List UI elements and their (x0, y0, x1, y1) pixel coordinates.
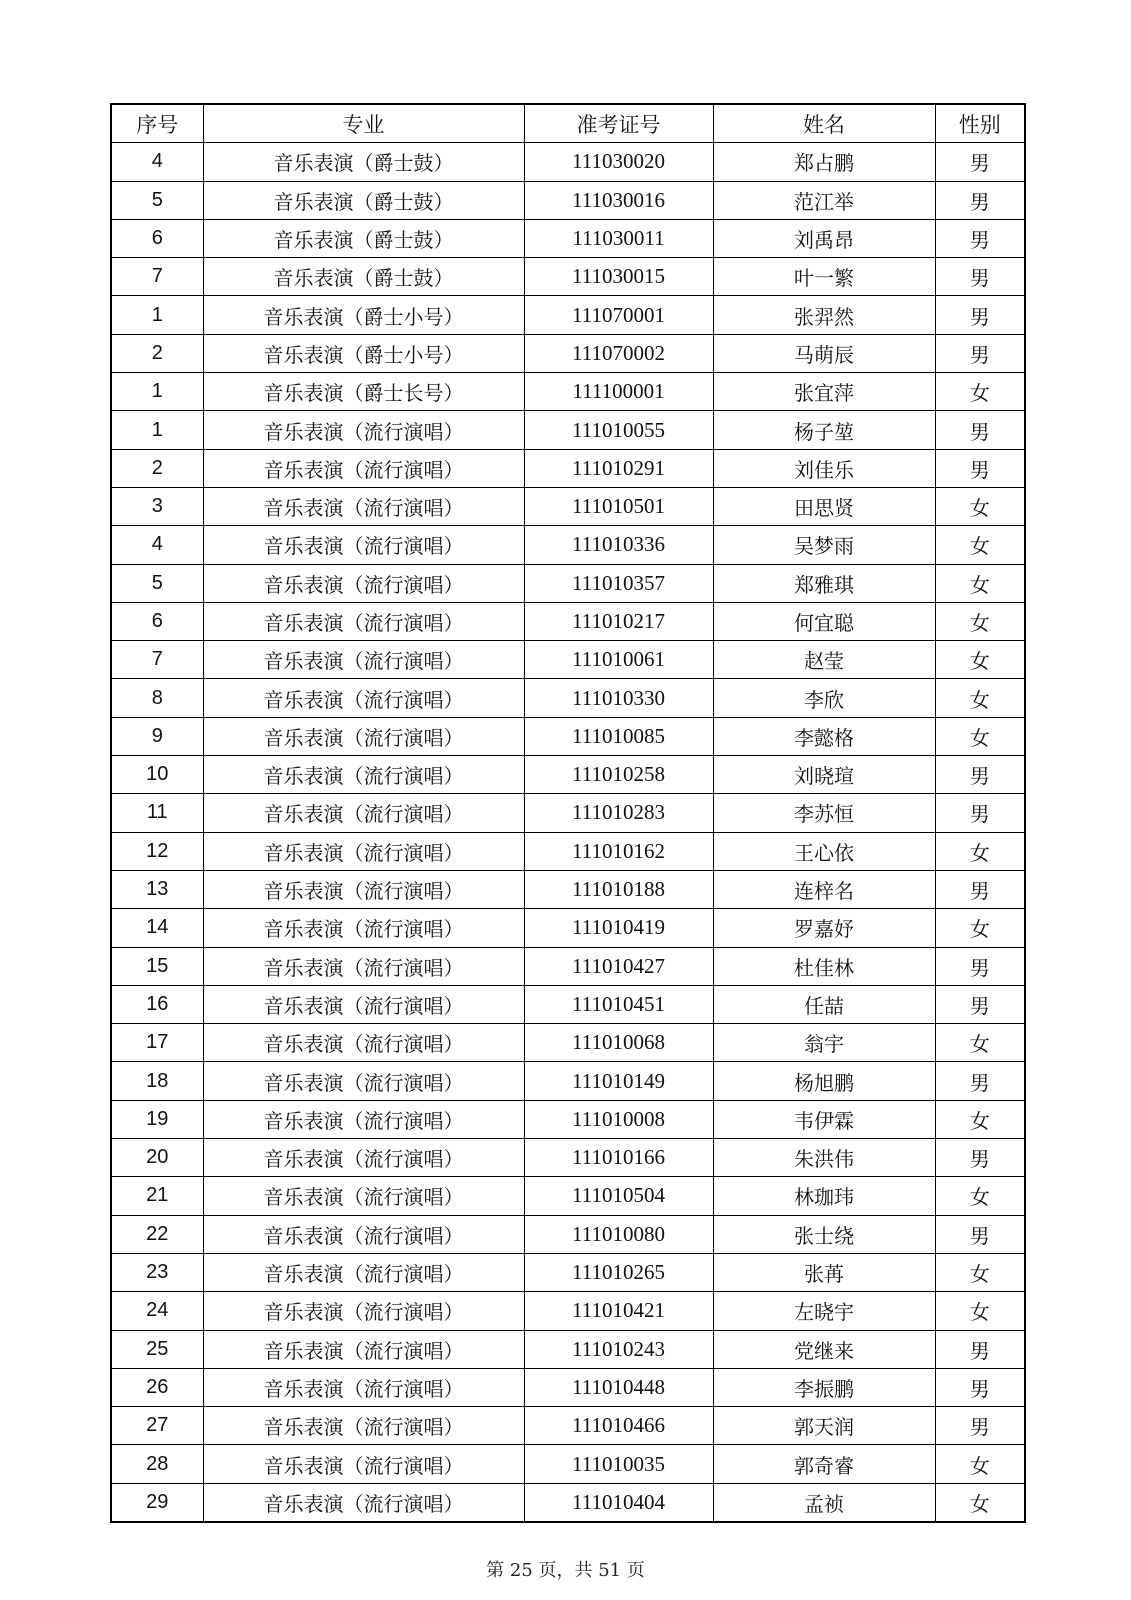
cell-gender: 女 (935, 1177, 1025, 1215)
cell-major: 音乐表演（流行演唱） (203, 1368, 524, 1406)
cell-exam-no: 111010421 (524, 1292, 713, 1330)
cell-name: 张苒 (713, 1253, 935, 1291)
cell-name: 林珈玮 (713, 1177, 935, 1215)
table-row (111, 794, 1025, 832)
cell-seq: 7 (111, 641, 203, 679)
cell-major: 音乐表演（流行演唱） (203, 756, 524, 794)
cell-name: 连梓名 (713, 870, 935, 908)
cell-major: 音乐表演（流行演唱） (203, 1215, 524, 1253)
cell-gender: 男 (935, 181, 1025, 219)
cell-major: 音乐表演（流行演唱） (203, 909, 524, 947)
cell-name: 郭天润 (713, 1407, 935, 1445)
cell-major: 音乐表演（流行演唱） (203, 717, 524, 755)
table-row (111, 1062, 1025, 1100)
cell-seq: 21 (111, 1177, 203, 1215)
table-row (111, 1407, 1025, 1445)
cell-exam-no: 111070001 (524, 296, 713, 334)
cell-gender: 女 (935, 487, 1025, 525)
table-row (111, 870, 1025, 908)
cell-seq: 10 (111, 756, 203, 794)
cell-name: 郑占鹏 (713, 143, 935, 181)
table-row (111, 832, 1025, 870)
table-row (111, 1253, 1025, 1291)
cell-name: 张士绕 (713, 1215, 935, 1253)
cell-exam-no: 111010404 (524, 1483, 713, 1522)
cell-seq: 1 (111, 373, 203, 411)
cell-gender: 男 (935, 985, 1025, 1023)
cell-name: 李苏恒 (713, 794, 935, 832)
cell-gender: 男 (935, 143, 1025, 181)
cell-exam-no: 111030016 (524, 181, 713, 219)
cell-seq: 2 (111, 334, 203, 372)
cell-exam-no: 111010080 (524, 1215, 713, 1253)
table-row (111, 1139, 1025, 1177)
cell-gender: 男 (935, 334, 1025, 372)
cell-name: 党继来 (713, 1330, 935, 1368)
cell-seq: 6 (111, 602, 203, 640)
cell-major: 音乐表演（流行演唱） (203, 1445, 524, 1483)
cell-name: 郭奇睿 (713, 1445, 935, 1483)
cell-seq: 3 (111, 487, 203, 525)
cell-major: 音乐表演（流行演唱） (203, 564, 524, 602)
cell-name: 罗嘉妤 (713, 909, 935, 947)
table-row (111, 641, 1025, 679)
cell-name: 孟祯 (713, 1483, 935, 1522)
table-row (111, 909, 1025, 947)
table-row (111, 985, 1025, 1023)
cell-exam-no: 111010451 (524, 985, 713, 1023)
cell-gender: 男 (935, 947, 1025, 985)
cell-gender: 女 (935, 373, 1025, 411)
table-body (111, 143, 1025, 1522)
cell-exam-no: 111010149 (524, 1062, 713, 1100)
cell-name: 叶一繁 (713, 258, 935, 296)
cell-exam-no: 111010061 (524, 641, 713, 679)
cell-gender: 女 (935, 717, 1025, 755)
table-row (111, 1215, 1025, 1253)
cell-seq: 25 (111, 1330, 203, 1368)
admission-list-table (110, 103, 1026, 1523)
cell-seq: 14 (111, 909, 203, 947)
header-name: 姓名 (713, 104, 935, 143)
cell-major: 音乐表演（爵士鼓） (203, 143, 524, 181)
cell-exam-no: 111010330 (524, 679, 713, 717)
table-row (111, 1330, 1025, 1368)
cell-exam-no: 111010427 (524, 947, 713, 985)
cell-seq: 24 (111, 1292, 203, 1330)
cell-major: 音乐表演（流行演唱） (203, 526, 524, 564)
table-row (111, 334, 1025, 372)
cell-gender: 女 (935, 564, 1025, 602)
cell-gender: 男 (935, 1330, 1025, 1368)
cell-name: 刘佳乐 (713, 449, 935, 487)
cell-seq: 8 (111, 679, 203, 717)
cell-gender: 女 (935, 909, 1025, 947)
cell-gender: 男 (935, 870, 1025, 908)
table-row (111, 1445, 1025, 1483)
cell-seq: 18 (111, 1062, 203, 1100)
cell-major: 音乐表演（流行演唱） (203, 832, 524, 870)
cell-name: 刘禹昂 (713, 219, 935, 257)
cell-name: 朱洪伟 (713, 1139, 935, 1177)
table-row (111, 526, 1025, 564)
cell-major: 音乐表演（流行演唱） (203, 1177, 524, 1215)
cell-seq: 20 (111, 1139, 203, 1177)
table-row (111, 679, 1025, 717)
cell-name: 王心依 (713, 832, 935, 870)
cell-major: 音乐表演（爵士长号） (203, 373, 524, 411)
table-row (111, 449, 1025, 487)
table-row (111, 487, 1025, 525)
cell-exam-no: 111070002 (524, 334, 713, 372)
cell-gender: 男 (935, 296, 1025, 334)
table-row (111, 143, 1025, 181)
cell-name: 范江举 (713, 181, 935, 219)
cell-exam-no: 111010265 (524, 1253, 713, 1291)
table-row (111, 1024, 1025, 1062)
cell-major: 音乐表演（流行演唱） (203, 411, 524, 449)
cell-major: 音乐表演（流行演唱） (203, 641, 524, 679)
table-row (111, 564, 1025, 602)
cell-major: 音乐表演（流行演唱） (203, 679, 524, 717)
cell-major: 音乐表演（爵士小号） (203, 296, 524, 334)
cell-exam-no: 111010283 (524, 794, 713, 832)
cell-gender: 男 (935, 1139, 1025, 1177)
cell-seq: 4 (111, 143, 203, 181)
cell-exam-no: 111010504 (524, 1177, 713, 1215)
cell-major: 音乐表演（爵士鼓） (203, 219, 524, 257)
cell-seq: 15 (111, 947, 203, 985)
page-number: 第 25 页，共 51 页 (486, 1560, 645, 1581)
cell-gender: 男 (935, 1062, 1025, 1100)
cell-major: 音乐表演（流行演唱） (203, 1483, 524, 1522)
cell-exam-no: 111010166 (524, 1139, 713, 1177)
cell-exam-no: 111010501 (524, 487, 713, 525)
table-row (111, 947, 1025, 985)
cell-seq: 26 (111, 1368, 203, 1406)
cell-major: 音乐表演（流行演唱） (203, 870, 524, 908)
cell-name: 杨子堃 (713, 411, 935, 449)
cell-exam-no: 111010068 (524, 1024, 713, 1062)
cell-exam-no: 111010035 (524, 1445, 713, 1483)
table-row (111, 1483, 1025, 1522)
cell-major: 音乐表演（爵士鼓） (203, 181, 524, 219)
cell-name: 赵莹 (713, 641, 935, 679)
cell-seq: 16 (111, 985, 203, 1023)
cell-seq: 13 (111, 870, 203, 908)
cell-seq: 27 (111, 1407, 203, 1445)
cell-gender: 男 (935, 258, 1025, 296)
cell-major: 音乐表演（流行演唱） (203, 794, 524, 832)
cell-gender: 女 (935, 679, 1025, 717)
cell-name: 杜佳林 (713, 947, 935, 985)
table-row (111, 1100, 1025, 1138)
cell-seq: 4 (111, 526, 203, 564)
cell-exam-no: 111010448 (524, 1368, 713, 1406)
cell-gender: 女 (935, 832, 1025, 870)
cell-seq: 7 (111, 258, 203, 296)
cell-seq: 12 (111, 832, 203, 870)
cell-name: 任喆 (713, 985, 935, 1023)
cell-major: 音乐表演（流行演唱） (203, 1024, 524, 1062)
cell-exam-no: 111010055 (524, 411, 713, 449)
cell-exam-no: 111030015 (524, 258, 713, 296)
cell-gender: 男 (935, 1368, 1025, 1406)
cell-major: 音乐表演（流行演唱） (203, 985, 524, 1023)
cell-exam-no: 111010217 (524, 602, 713, 640)
cell-gender: 男 (935, 219, 1025, 257)
header-seq: 序号 (111, 104, 203, 143)
cell-major: 音乐表演（爵士小号） (203, 334, 524, 372)
cell-seq: 2 (111, 449, 203, 487)
cell-gender: 男 (935, 794, 1025, 832)
cell-seq: 11 (111, 794, 203, 832)
cell-gender: 男 (935, 1215, 1025, 1253)
cell-gender: 女 (935, 602, 1025, 640)
table-row (111, 258, 1025, 296)
cell-seq: 29 (111, 1483, 203, 1522)
table-row (111, 411, 1025, 449)
cell-name: 马萌辰 (713, 334, 935, 372)
cell-seq: 22 (111, 1215, 203, 1253)
table-row (111, 756, 1025, 794)
cell-name: 左晓宇 (713, 1292, 935, 1330)
cell-major: 音乐表演（流行演唱） (203, 1407, 524, 1445)
cell-gender: 男 (935, 1407, 1025, 1445)
cell-major: 音乐表演（流行演唱） (203, 1100, 524, 1138)
cell-gender: 男 (935, 449, 1025, 487)
cell-name: 刘晓瑄 (713, 756, 935, 794)
cell-name: 田思贤 (713, 487, 935, 525)
cell-gender: 女 (935, 1445, 1025, 1483)
cell-name: 韦伊霖 (713, 1100, 935, 1138)
table-row (111, 602, 1025, 640)
cell-name: 李振鹏 (713, 1368, 935, 1406)
cell-exam-no: 111010243 (524, 1330, 713, 1368)
cell-exam-no: 111010188 (524, 870, 713, 908)
table-row (111, 717, 1025, 755)
header-major: 专业 (203, 104, 524, 143)
cell-gender: 女 (935, 1024, 1025, 1062)
table-row (111, 1292, 1025, 1330)
cell-gender: 女 (935, 1253, 1025, 1291)
header-exam-no: 准考证号 (524, 104, 713, 143)
cell-name: 李懿格 (713, 717, 935, 755)
cell-seq: 17 (111, 1024, 203, 1062)
table-row (111, 181, 1025, 219)
table-row (111, 296, 1025, 334)
cell-exam-no: 111010419 (524, 909, 713, 947)
table-row (111, 1368, 1025, 1406)
table-row (111, 219, 1025, 257)
cell-gender: 女 (935, 641, 1025, 679)
cell-name: 张宜萍 (713, 373, 935, 411)
cell-seq: 23 (111, 1253, 203, 1291)
cell-major: 音乐表演（流行演唱） (203, 1330, 524, 1368)
table-row (111, 1177, 1025, 1215)
cell-seq: 5 (111, 564, 203, 602)
cell-seq: 5 (111, 181, 203, 219)
cell-name: 郑雅琪 (713, 564, 935, 602)
cell-exam-no: 111030020 (524, 143, 713, 181)
cell-major: 音乐表演（流行演唱） (203, 449, 524, 487)
cell-gender: 女 (935, 1483, 1025, 1522)
table-header-row (111, 104, 1025, 143)
cell-gender: 男 (935, 411, 1025, 449)
cell-name: 张羿然 (713, 296, 935, 334)
cell-gender: 女 (935, 1292, 1025, 1330)
cell-name: 李欣 (713, 679, 935, 717)
header-gender: 性别 (935, 104, 1025, 143)
cell-exam-no: 111100001 (524, 373, 713, 411)
cell-exam-no: 111010258 (524, 756, 713, 794)
cell-name: 翁宇 (713, 1024, 935, 1062)
cell-exam-no: 111010357 (524, 564, 713, 602)
cell-gender: 女 (935, 1100, 1025, 1138)
cell-major: 音乐表演（流行演唱） (203, 947, 524, 985)
cell-seq: 6 (111, 219, 203, 257)
cell-gender: 男 (935, 756, 1025, 794)
cell-seq: 1 (111, 296, 203, 334)
cell-seq: 9 (111, 717, 203, 755)
cell-exam-no: 111010291 (524, 449, 713, 487)
cell-exam-no: 111010162 (524, 832, 713, 870)
cell-exam-no: 111010466 (524, 1407, 713, 1445)
cell-exam-no: 111010008 (524, 1100, 713, 1138)
cell-major: 音乐表演（流行演唱） (203, 602, 524, 640)
cell-major: 音乐表演（流行演唱） (203, 1292, 524, 1330)
cell-name: 杨旭鹏 (713, 1062, 935, 1100)
cell-name: 吴梦雨 (713, 526, 935, 564)
table-row (111, 373, 1025, 411)
cell-exam-no: 111010085 (524, 717, 713, 755)
cell-name: 何宜聪 (713, 602, 935, 640)
cell-exam-no: 111010336 (524, 526, 713, 564)
cell-major: 音乐表演（爵士鼓） (203, 258, 524, 296)
cell-seq: 19 (111, 1100, 203, 1138)
cell-major: 音乐表演（流行演唱） (203, 1139, 524, 1177)
cell-major: 音乐表演（流行演唱） (203, 1062, 524, 1100)
cell-gender: 女 (935, 526, 1025, 564)
cell-major: 音乐表演（流行演唱） (203, 1253, 524, 1291)
cell-exam-no: 111030011 (524, 219, 713, 257)
cell-major: 音乐表演（流行演唱） (203, 487, 524, 525)
cell-seq: 28 (111, 1445, 203, 1483)
cell-seq: 1 (111, 411, 203, 449)
